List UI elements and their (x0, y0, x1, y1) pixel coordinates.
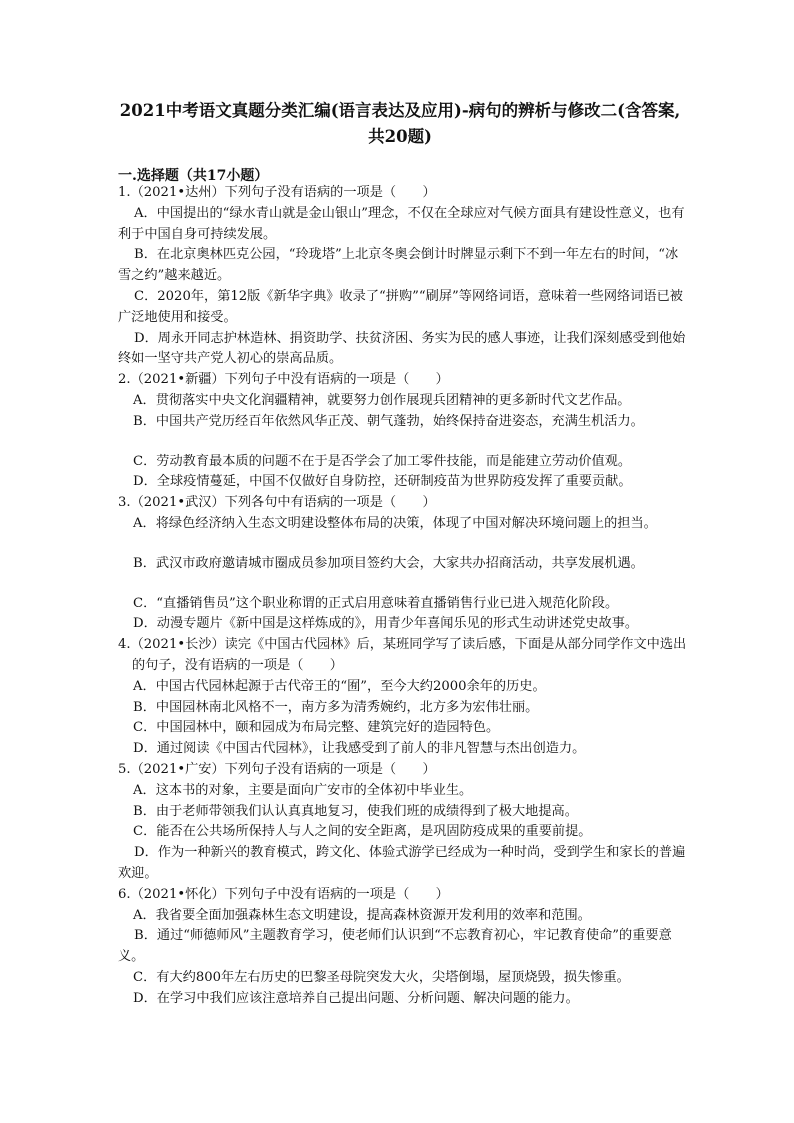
blank-gap (118, 575, 688, 594)
option-d: D．作为一种新兴的教育模式，跨文化、体验式游学已经成为一种时尚，受到学生和家长的普遍欢迎。 (118, 845, 686, 881)
section-heading: 一.选择题（共17小题） (118, 168, 269, 184)
question-stem: 2.（2021•新疆）下列句子中没有语病的一项是（ ） (118, 372, 449, 388)
title-line-2: 共20题) (368, 127, 432, 146)
question-2 (118, 370, 688, 493)
option-c: C．劳动教育最本质的问题不在于是否学会了加工零件技能，而是能建立劳动价值观。 (133, 453, 632, 469)
option-d: D．动漫专题片《新中国是这样炼成的》，用青少年喜闻乐见的形式生动讲述党史故事。 (133, 616, 639, 632)
question-stem: 1.（2021•达州）下列句子没有语病的一项是（ ） (118, 185, 436, 200)
question-stem: 4.（2021•长沙）读完《中国古代园林》后，某班同学写了读后感，下面是从部分同学作文中选出的句子，没有语病的一项是（ ） (118, 637, 687, 673)
option-c: C．“直播销售员”这个职业称谓的正式启用意味着直播销售行业已进入规范化阶段。 (133, 595, 619, 611)
option-c: C．2020年，第12版《新华字典》收录了“拼购”“刷屏”等网络词语，意味着一些网络词语已被广泛地使用和接受。 (118, 288, 683, 325)
option-c: C．中国园林中，颐和园成为布局完整、建筑完好的造园特色。 (133, 720, 500, 736)
question-stem: 5.（2021•广安）下列句子没有语病的一项是（ ） (118, 761, 436, 777)
blank-gap (118, 535, 688, 554)
title-line-1: 2021中考语文真题分类汇编(语言表达及应用)-病句的辨析与修改二(含答案, (119, 101, 681, 120)
option-a: A．我省要全面加强森林生态文明建设，提高森林资源开发利用的效率和范围。 (133, 907, 591, 923)
question-3 (118, 493, 688, 635)
question-stem: 6.（2021•怀化）下列句子中没有语病的一项是（ ） (118, 886, 449, 902)
option-a: A．这本书的对象，主要是面向广安市的全体初中毕业生。 (133, 782, 473, 798)
option-a: A．贯彻落实中央文化润疆精神，就要努力创作展现兵团精神的更多新时代文艺作品。 (133, 392, 631, 408)
option-b: B．中国园林南北风格不一，南方多为清秀婉约，北方多为宏伟壮丽。 (133, 699, 539, 715)
blank-gap (118, 433, 688, 452)
question-6 (118, 885, 688, 1010)
option-b: B．通过“师德师风”主题教育学习，使老师们认识到“不忘教育初心，牢记教育使命”的重要意义。 (118, 928, 672, 965)
option-d: D．在学习中我们应该注意培养自己提出问题、分析问题、解决问题的能力。 (133, 990, 579, 1006)
option-b: B．由于老师带领我们认认真真地复习，使我们班的成绩得到了极大地提高。 (133, 803, 578, 819)
question-list (118, 183, 688, 1009)
option-c: C．能否在公共场所保持人与人之间的安全距离，是巩固防疫成果的重要前提。 (133, 824, 592, 840)
option-b: B．在北京奥林匹克公园，“玲珑塔”上北京冬奥会倒计时牌显示剩下不到一年左右的时间，“冰雪之约”越来越近。 (118, 247, 679, 284)
option-a: A．中国古代园林起源于古代帝王的“囿”，至今大约2000余年的历史。 (133, 678, 546, 694)
option-b: B．武汉市政府邀请城市圈成员参加项目签约大会，大家共办招商活动，共享发展机遇。 (133, 555, 644, 571)
option-d: D．周永开同志护林造林、捐资助学、扶贫济困、务实为民的感人事迹，让我们深刻感受到他始终如一坚守共产党人初心的崇高品质。 (118, 330, 686, 367)
question-5 (118, 760, 688, 885)
question-4 (118, 635, 688, 760)
document-title (100, 98, 700, 150)
option-a: A．将绿色经济纳入生态文明建设整体布局的决策，体现了中国对解决环境问题上的担当。 (133, 515, 657, 531)
option-d: D．通过阅读《中国古代园林》，让我感受到了前人的非凡智慧与杰出创造力。 (133, 741, 586, 757)
question-1 (118, 183, 688, 370)
question-stem: 3.（2021•武汉）下列各句中有语病的一项是（ ） (118, 495, 436, 511)
option-b: B．中国共产党历经百年依然风华正茂、朝气蓬勃，始终保持奋进姿态，充满生机活力。 (133, 413, 644, 429)
option-c: C．有大约800年左右历史的巴黎圣母院突发大火，尖塔倒塌，屋顶烧毁，损失惨重。 (133, 969, 630, 985)
option-a: A．中国提出的“绿水青山就是金山银山”理念，不仅在全球应对气候方面具有建设性意义，也有利于中国自身可持续发展。 (118, 205, 685, 242)
option-d: D．全球疫情蔓延，中国不仅做好自身防控，还研制疫苗为世界防疫发挥了重要贡献。 (133, 474, 632, 490)
